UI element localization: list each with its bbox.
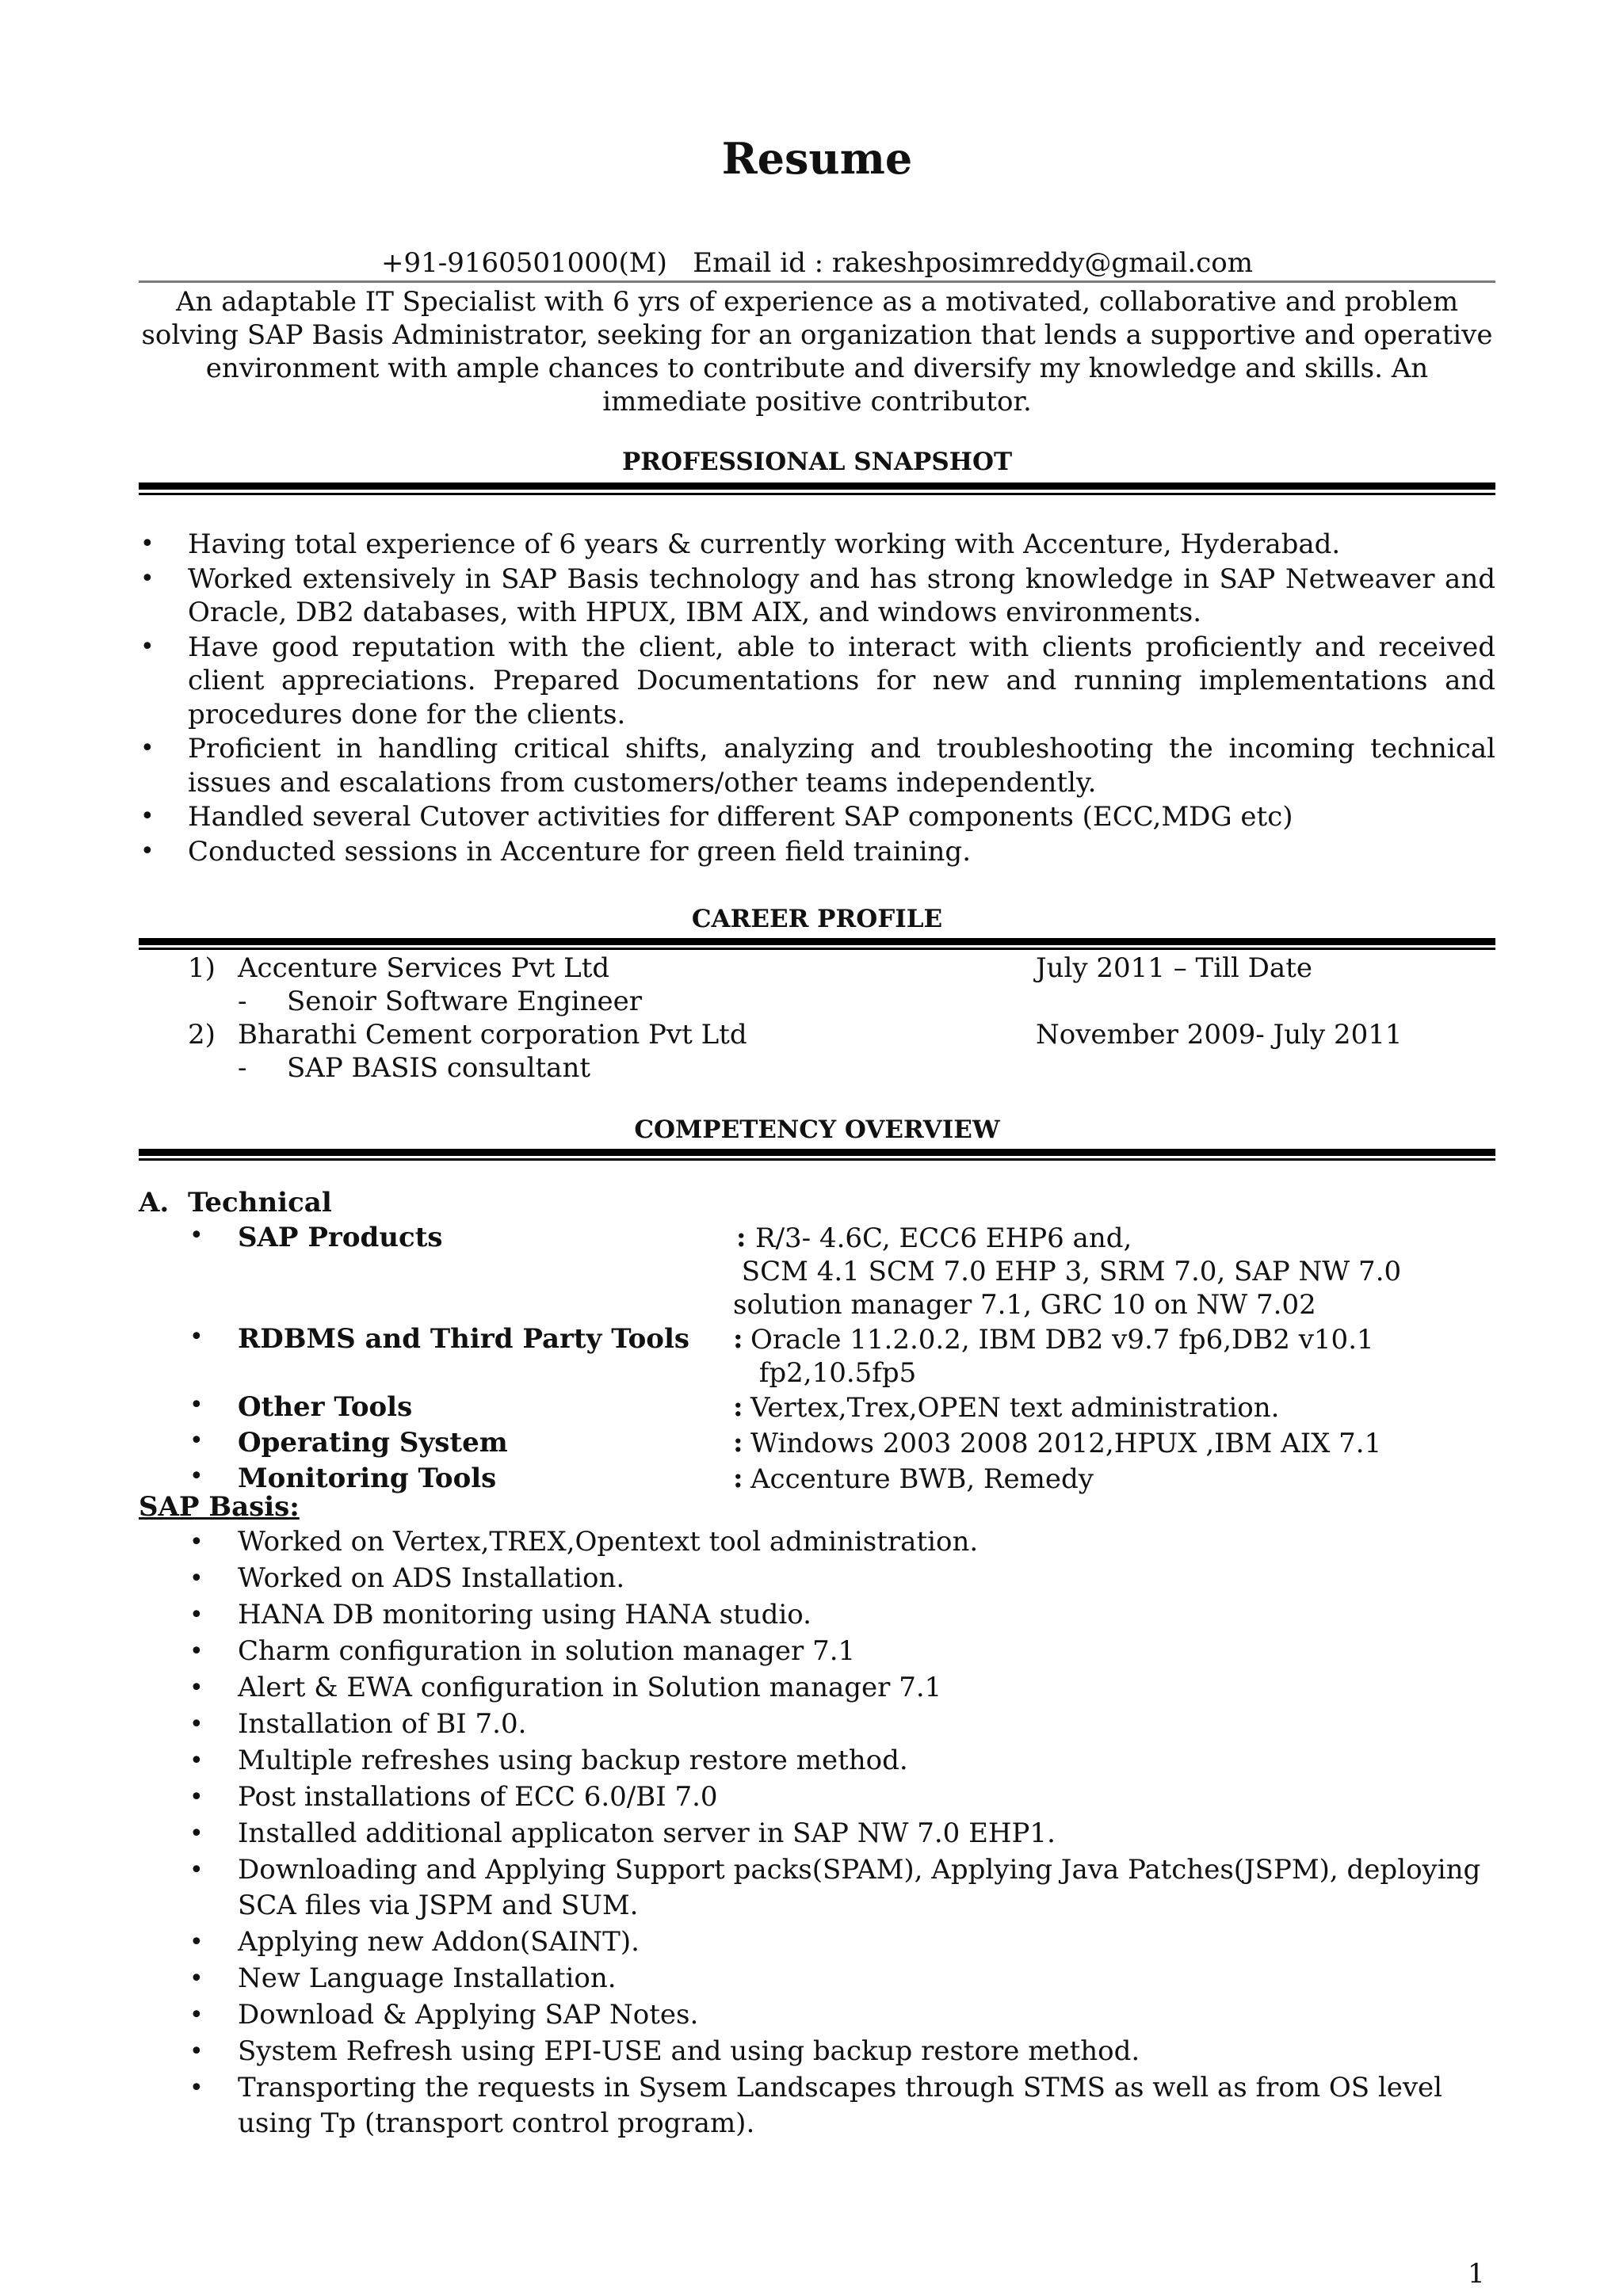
career-list [139, 952, 1495, 1085]
list-item: • Applying new Addon(SAINT). [139, 1924, 1495, 1960]
list-item: • Conducted sessions in Accenture for green field training. [139, 835, 1495, 869]
technical-label: Technical [188, 1187, 332, 1219]
tech-row: • Operating System : Windows 2003 2008 2012,HPUX ,IBM AIX 7.1 [139, 1427, 1495, 1463]
section-heading-career: CAREER PROFILE [691, 905, 943, 933]
list-item: • Download & Applying SAP Notes. [139, 1997, 1495, 2033]
tech-row: • RDBMS and Third Party Tools : Oracle 11.2.0.2, IBM DB2 v9.7 fp6,DB2 v10.1 fp2,10.5fp5 [139, 1323, 1495, 1391]
list-item: • Have good reputation with the client, able to interact with clients proficiently and received client appreciations. Prepared Documentations for new and running implementations and procedures done for the clients. [139, 631, 1495, 732]
list-item: • HANA DB monitoring using HANA studio. [139, 1597, 1495, 1633]
tech-row: • Monitoring Tools : Accenture BWB, Remedy [139, 1463, 1495, 1498]
list-item: • System Refresh using EPI-USE and using backup restore method. [139, 2034, 1495, 2069]
section-heading-snapshot: PROFESSIONAL SNAPSHOT [621, 448, 1013, 476]
list-item: • Worked on ADS Installation. [139, 1561, 1495, 1596]
contact-divider [139, 280, 1495, 283]
section-rule-thin [139, 948, 1495, 950]
list-item: • Transporting the requests in Sysem Landscapes through STMS as well as from OS level using Tp (transport control program). [139, 2070, 1495, 2142]
tech-row: • Other Tools : Vertex,Trex,OPEN text administration. [139, 1391, 1495, 1427]
job-role-dash: - [238, 1052, 247, 1084]
list-item: • Post installations of ECC 6.0/BI 7.0 [139, 1779, 1495, 1815]
tech-value: Windows 2003 2008 2012,HPUX ,IBM AIX 7.1 [750, 1428, 1382, 1459]
job-role-title: SAP BASIS consultant [287, 1052, 591, 1084]
tech-value-text: R/3- 4.6C, ECC6 EHP6 and, SCM 4.1 SCM 7.0 EHP 3, SRM 7.0, SAP NW 7.0 solution manager 7.1, GRC 10 on NW 7.02 [733, 1222, 1402, 1321]
job-dates: July 2011 – Till Date [1036, 952, 1312, 984]
list-item: • Having total experience of 6 years & currently working with Accenture, Hyderabad. [139, 528, 1495, 562]
job-company: Accenture Services Pvt Ltd [238, 952, 610, 984]
job-number: 2) [188, 1019, 216, 1051]
tech-colon: : [736, 1222, 747, 1253]
page-number: 1 [1468, 2258, 1485, 2290]
job-number: 1) [188, 952, 216, 984]
sap-basis-heading: SAP Basis: [139, 1491, 300, 1523]
tech-colon: : [733, 1463, 743, 1494]
career-row [139, 1019, 1495, 1052]
job-dates: November 2009- July 2011 [1036, 1019, 1403, 1051]
list-item: • Charm configuration in solution manager 7.1 [139, 1634, 1495, 1669]
section-rule-thick [139, 1149, 1495, 1156]
tech-value: Oracle 11.2.0.2, IBM DB2 v9.7 fp6,DB2 v10.1 fp2,10.5fp5 [750, 1324, 1374, 1389]
job-role-dash: - [238, 986, 247, 1017]
section-rule-thick [139, 482, 1495, 490]
section-rule-thin [139, 493, 1495, 495]
tech-value: Vertex,Trex,OPEN text administration. [750, 1392, 1280, 1424]
list-item: • Worked on Vertex,TREX,Opentext tool administration. [139, 1524, 1495, 1560]
list-item: • Multiple refreshes using backup restore method. [139, 1743, 1495, 1779]
career-role-row [139, 986, 1495, 1019]
tech-label: Monitoring Tools [238, 1463, 497, 1494]
section-rule-thin [139, 1158, 1495, 1161]
tech-label: Operating System [238, 1427, 508, 1459]
job-company: Bharathi Cement corporation Pvt Ltd [238, 1019, 747, 1051]
tech-colon: : [733, 1391, 743, 1423]
section-rule-thick [139, 938, 1495, 945]
contact-line: +91-9160501000(M) Email id : rakeshposimreddy@gmail.com [380, 247, 1253, 279]
list-item: • Alert & EWA configuration in Solution manager 7.1 [139, 1670, 1495, 1706]
tech-colon: : [733, 1323, 743, 1355]
tech-value [733, 1222, 1478, 1322]
tech-label: Other Tools [238, 1391, 413, 1423]
summary-paragraph: An adaptable IT Specialist with 6 yrs of experience as a motivated, collaborative and problem solving SAP Basis Administrator, seeking for an organization that lends a supportive and operative environment with ample chances to contribute and diversify my knowledge and skills. An immediate positive contributor. [141, 286, 1493, 418]
tech-label: RDBMS and Third Party Tools [238, 1323, 690, 1355]
technical-heading [139, 1187, 332, 1219]
sap-basis-list [139, 1524, 1495, 2142]
job-role [238, 986, 642, 1017]
list-item: • Worked extensively in SAP Basis technology and has strong knowledge in SAP Netweaver and Oracle, DB2 databases, with HPUX, IBM AIX, and windows environments. [139, 563, 1495, 630]
technical-table [139, 1222, 1495, 1498]
job-role [238, 1052, 590, 1084]
tech-colon: : [733, 1427, 743, 1459]
career-role-row [139, 1052, 1495, 1085]
tech-value: Accenture BWB, Remedy [750, 1463, 1094, 1495]
section-heading-competency: COMPETENCY OVERVIEW [634, 1116, 1000, 1144]
career-row [139, 952, 1495, 986]
technical-letter: A. [139, 1187, 170, 1219]
list-item: • Installed additional applicaton server in SAP NW 7.0 EHP1. [139, 1816, 1495, 1852]
job-role-title: Senoir Software Engineer [287, 986, 643, 1017]
list-item: • Proficient in handling critical shifts, analyzing and troubleshooting the incoming technical issues and escalations from customers/other teams independently. [139, 732, 1495, 799]
tech-row: • SAP Products : R/3- 4.6C, ECC6 EHP6 and, SCM 4.1 SCM 7.0 EHP 3, SRM 7.0, SAP NW 7.0 solution manager 7.1, GRC 10 on NW 7.02 [139, 1222, 1495, 1323]
tech-label: SAP Products [238, 1222, 443, 1253]
list-item: • New Language Installation. [139, 1961, 1495, 1997]
list-item: • Downloading and Applying Support packs(SPAM), Applying Java Patches(JSPM), deploying SCA files via JSPM and SUM. [139, 1852, 1495, 1924]
list-item: • Handled several Cutover activities for different SAP components (ECC,MDG etc) [139, 800, 1495, 834]
list-item: • Installation of BI 7.0. [139, 1707, 1495, 1742]
snapshot-list [139, 528, 1495, 869]
page-title: Resume [721, 133, 913, 184]
